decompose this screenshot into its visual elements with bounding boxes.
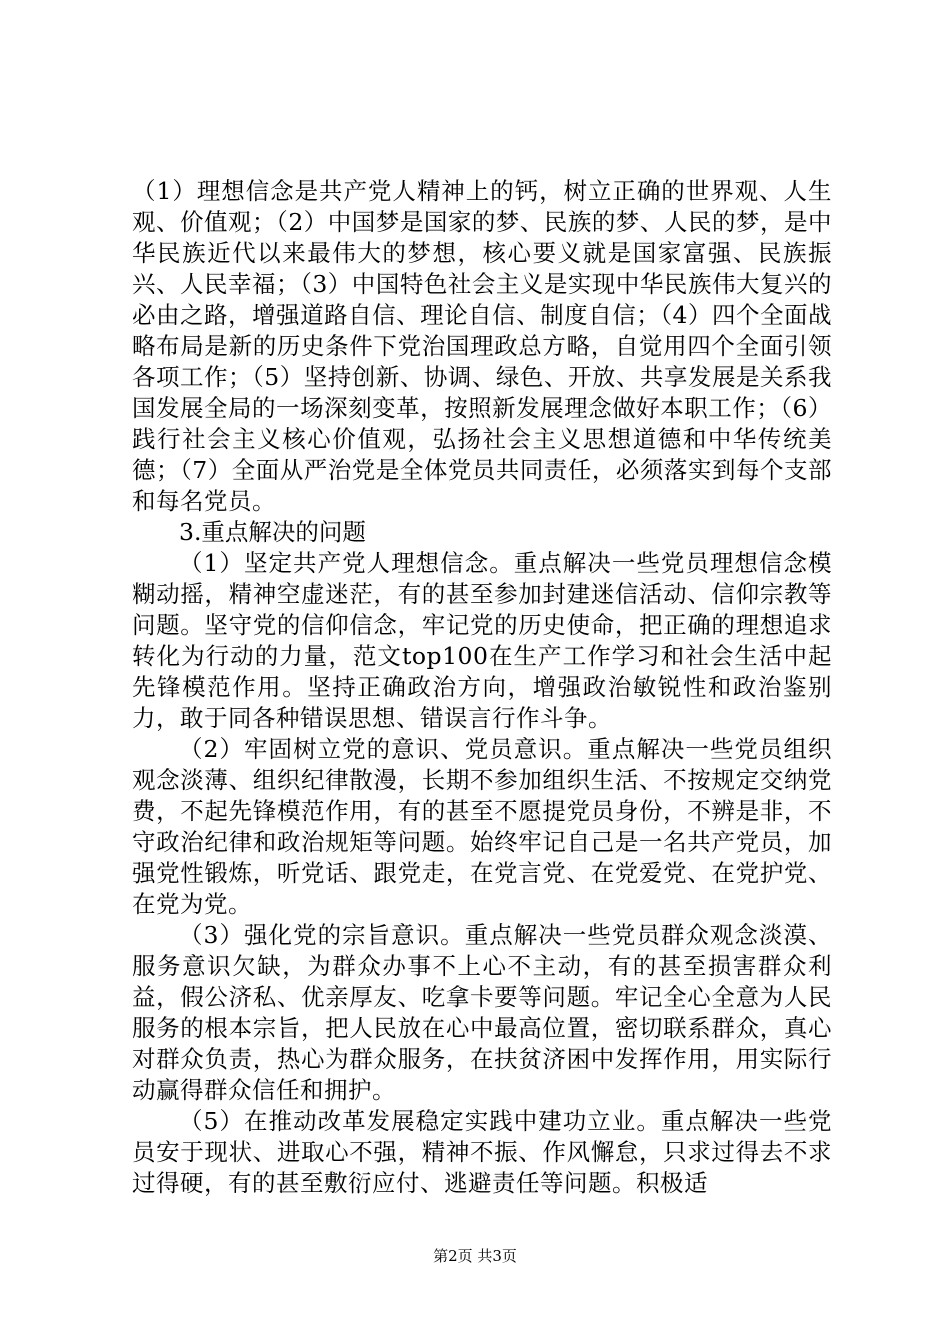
section-heading: 3.重点解决的问题 [179, 518, 366, 546]
paragraph-ideals: （1）坚定共产党人理想信念。重点解决一些党员理想信念模糊动摇，精神空虚迷茫，有的甚至参加封建迷信活动、信仰宗教等问题。坚守党的信仰信念，牢记党的历史使命，把正确的理想追求转化为行动的力量，范文top100在生产工作学习和社会生活中起先锋模范作用。坚持正确政治方向，增强政治敏锐性和政治鉴别力，敢于同各种错误思想、错误言行作斗争。 [132, 549, 832, 732]
paragraph-principles: （1）理想信念是共产党人精神上的钙，树立正确的世界观、人生观、价值观；（2）中国梦是国家的梦、民族的梦、人民的梦，是中华民族近代以来最伟大的梦想，核心要义就是国家富强、民族振兴、人民幸福；（3）中国特色社会主义是实现中华民族伟大复兴的必由之路，增强道路自信、理论自信、制度自信；（4）四个全面战略布局是新的历史条件下党治国理政总方略，自觉用四个全面引领各项工作；（5）坚持创新、协调、绿色、开放、共享发展是关系我国发展全局的一场深刻变革，按照新发展理念做好本职工作；（6）践行社会主义核心价值观，弘扬社会主义思想道德和中华传统美德；（7）全面从严治党是全体党员共同责任，必须落实到每个支部和每名党员。 [132, 177, 832, 515]
document-body [132, 176, 832, 1199]
paragraph-reform: （5）在推动改革发展稳定实践中建功立业。重点解决一些党员安于现状、进取心不强，精神不振、作风懈怠，只求过得去不求过得硬，有的甚至敷衍应付、逃避责任等问题。积极适 [132, 1107, 832, 1197]
paragraph-purpose: （3）强化党的宗旨意识。重点解决一些党员群众观念淡漠、服务意识欠缺，为群众办事不上心不主动，有的甚至损害群众利益，假公济私、优亲厚友、吃拿卡要等问题。牢记全心全意为人民服务的根本宗旨，把人民放在心中最高位置，密切联系群众，真心对群众负责，热心为群众服务，在扶贫济困中发挥作用，用实际行动赢得群众信任和拥护。 [132, 921, 832, 1104]
paragraph-party-awareness: （2）牢固树立党的意识、党员意识。重点解决一些党员组织观念淡薄、组织纪律散漫，长期不参加组织生活、不按规定交纳党费，不起先锋模范作用，有的甚至不愿提党员身份，不辨是非，不守政治纪律和政治规矩等问题。始终牢记自己是一名共产党员，加强党性锻炼，听党话、跟党走，在党言党、在党爱党、在党护党、在党为党。 [132, 735, 832, 918]
page-footer: 第2页 共3页 [433, 1247, 517, 1265]
